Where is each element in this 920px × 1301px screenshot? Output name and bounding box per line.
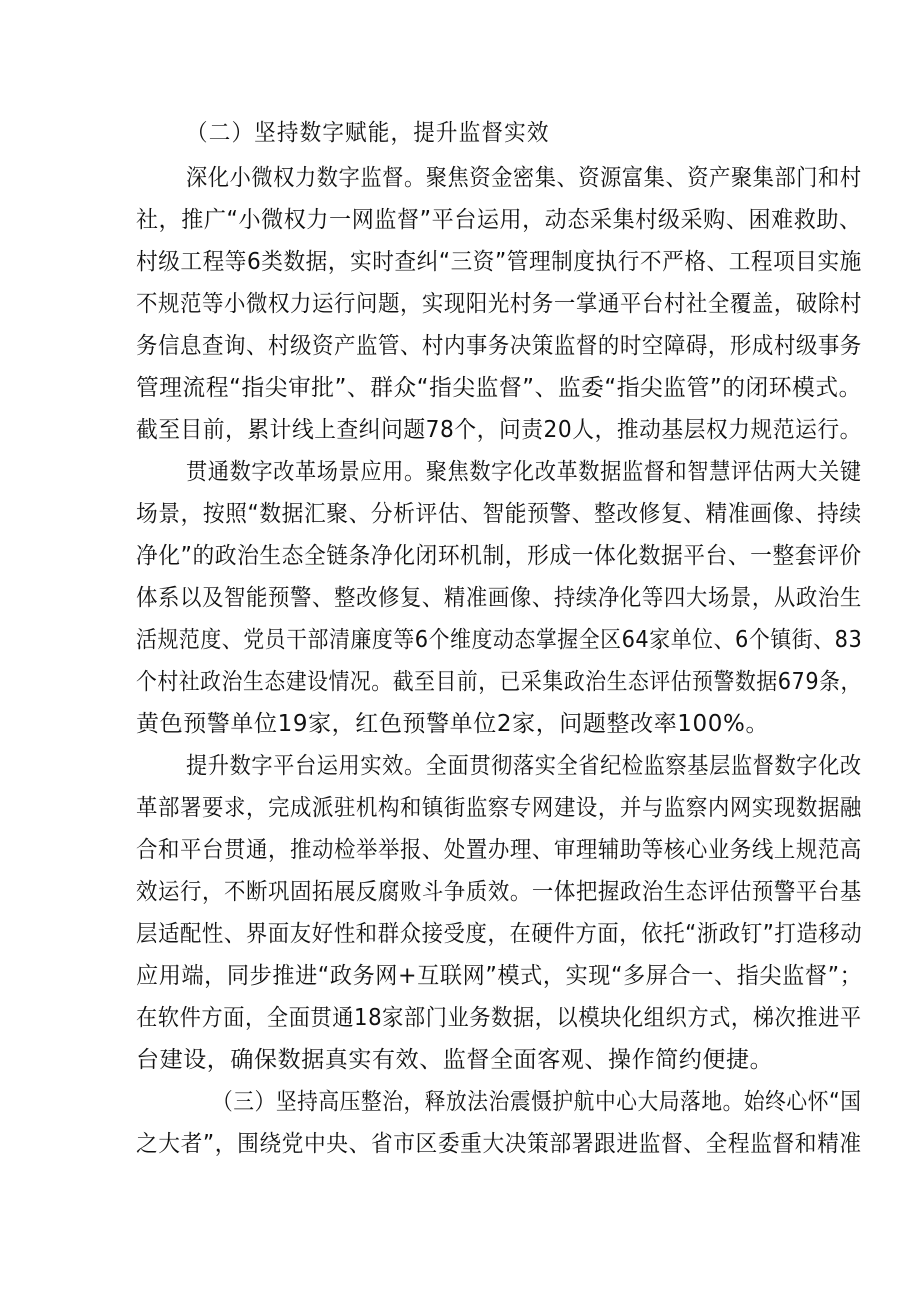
paragraph-line: 个村社政治生态建设情况。截至目前，已采集政治生态评估预警数据679条，	[136, 669, 862, 695]
paragraph-line: 革部署要求，完成派驻机构和镇街监察专网建设，并与监察内网实现数据融	[136, 795, 862, 821]
paragraph-line: 净化”的政治生态全链条净化闭环机制，形成一体化数据平台、一整套评价	[136, 543, 862, 569]
paragraph-line: 贯通数字改革场景应用。聚焦数字化改革数据监督和智慧评估两大关键	[186, 459, 862, 485]
paragraph-line: 应用端，同步推进“政务网+互联网”模式，实现“多屏合一、指尖监督”；	[136, 963, 863, 989]
section-heading-line: （三）坚持高压整治，释放法治震慑护航中心大局落地。始终心怀“国	[212, 1089, 862, 1115]
paragraph-line: 之大者”，围绕党中央、省市区委重大决策部署跟进监督、全程监督和精准	[136, 1131, 862, 1157]
paragraph-line: 务信息查询、村级资产监管、村内事务决策监督的时空障碍，形成村级事务	[136, 333, 862, 359]
paragraph-line: 活规范度、党员干部清廉度等6个维度动态掌握全区64家单位、6个镇街、83	[136, 627, 863, 653]
paragraph-line: 效运行，不断巩固拓展反腐败斗争质效。一体把握政治生态评估预警平台基	[136, 879, 862, 905]
paragraph-line: 截至目前，累计线上查纠问题78个，问责20人，推动基层权力规范运行。	[136, 417, 862, 443]
paragraph-line: 深化小微权力数字监督。聚焦资金密集、资源富集、资产聚集部门和村	[186, 165, 862, 191]
paragraph-line: 体系以及智能预警、整改修复、精准画像、持续净化等四大场景，从政治生	[136, 585, 862, 611]
paragraph-line: 村级工程等6类数据，实时查纠“三资”管理制度执行不严格、工程项目实施	[136, 249, 862, 275]
paragraph-line: 社，推广“小微权力一网监督”平台运用，动态采集村级采购、困难救助、	[136, 207, 862, 233]
paragraph-line: 不规范等小微权力运行问题，实现阳光村务一掌通平台村社全覆盖，破除村	[136, 291, 862, 317]
paragraph-line: 台建设，确保数据真实有效、监督全面客观、操作简约便捷。	[136, 1047, 774, 1073]
paragraph-line: 合和平台贯通，推动检举举报、处置办理、审理辅助等核心业务线上规范高	[136, 837, 862, 863]
paragraph-line: 提升数字平台运用实效。全面贯彻落实全省纪检监察基层监督数字化改	[186, 753, 862, 779]
paragraph-line: 层适配性、界面友好性和群众接受度，在硬件方面，依托“浙政钉”打造移动	[136, 921, 863, 947]
paragraph-line: 场景，按照“数据汇聚、分析评估、智能预警、整改修复、精准画像、持续	[136, 501, 862, 527]
paragraph-line: 管理流程“指尖审批”、群众“指尖监督”、监委“指尖监管”的闭环模式。	[136, 375, 862, 401]
paragraph-line: 在软件方面，全面贯通18家部门业务数据，以模块化组织方式，梯次推进平	[136, 1005, 862, 1031]
paragraph-line: 黄色预警单位19家，红色预警单位2家，问题整改率100%。	[136, 711, 770, 737]
section-heading: （二）坚持数字赋能，提升监督实效	[186, 120, 550, 146]
